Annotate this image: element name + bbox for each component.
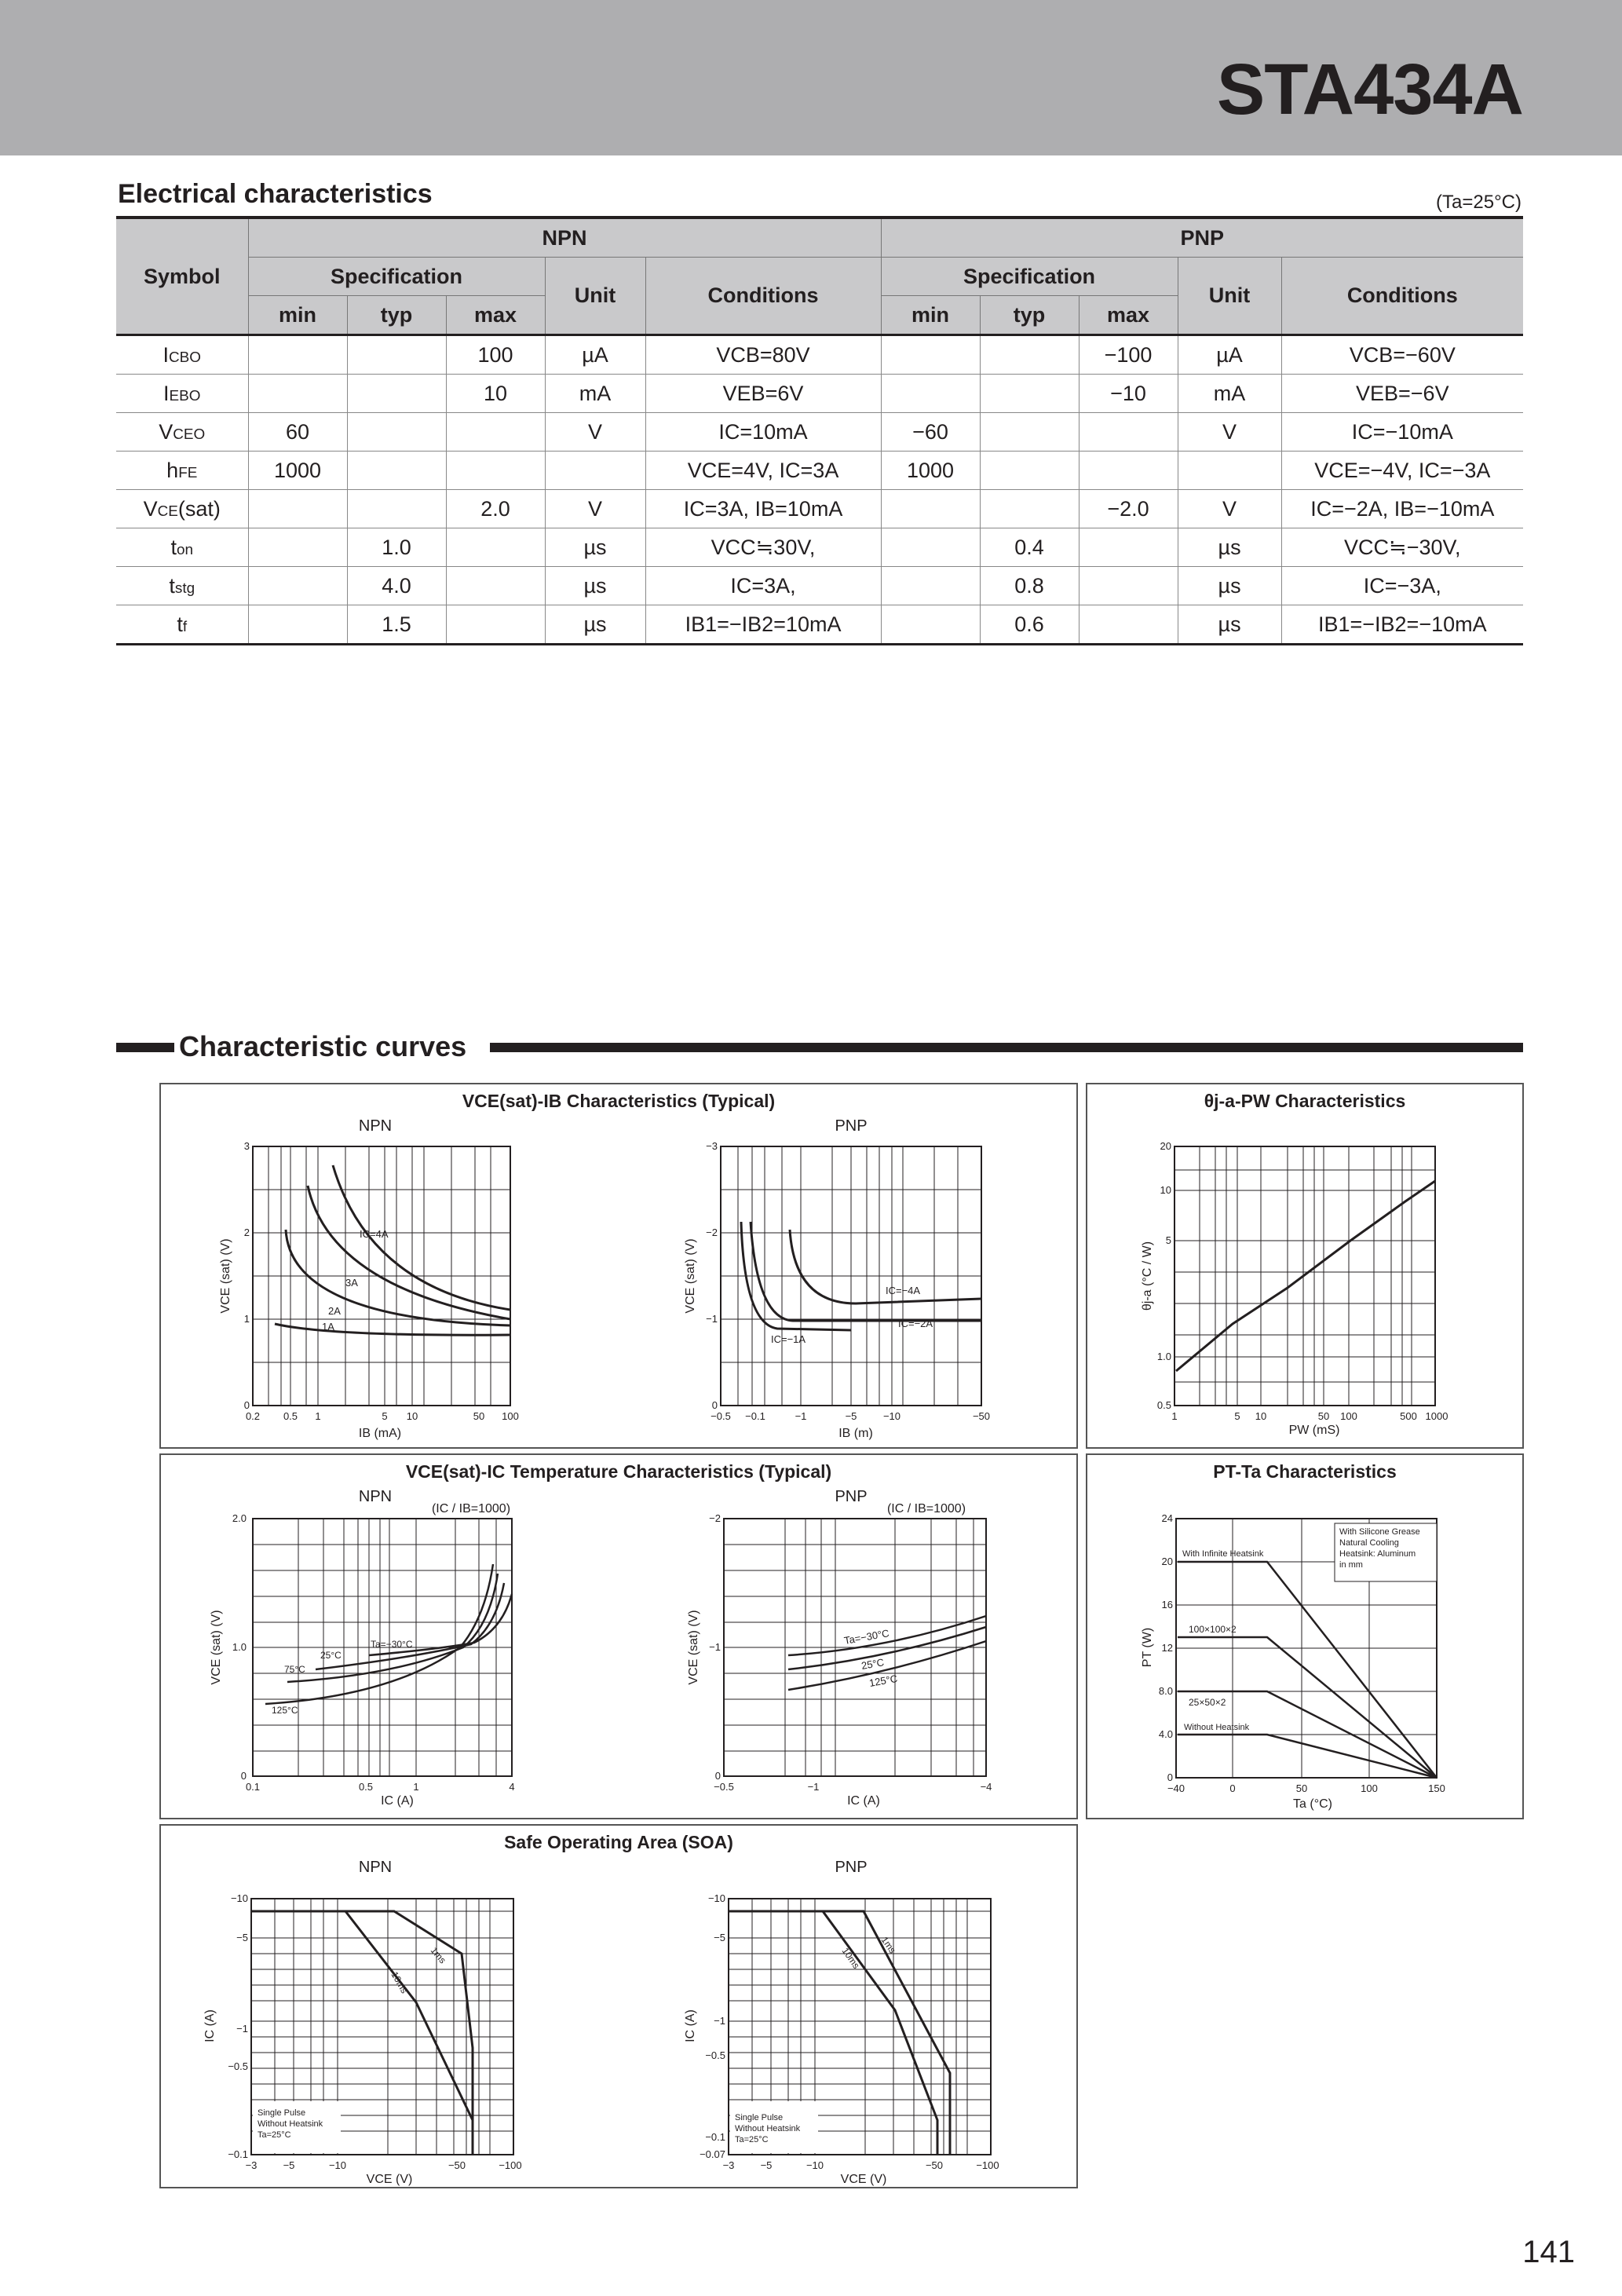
vce-ib-npn-xtick: 10 (406, 1410, 418, 1422)
soa-npn-xtick: −3 (245, 2159, 258, 2171)
cell-n-cond: VCE=4V, IC=3A (645, 452, 881, 490)
pt-ta-xtick: 100 (1361, 1782, 1378, 1794)
cell-p-cond: VCC≒−30V, (1281, 528, 1523, 567)
vce-ib-npn-ytick: 3 (243, 1140, 250, 1152)
vce-ib-pnp-label-4a: IC=−4A (886, 1285, 921, 1296)
vce-ic-npn-label-m30: Ta=−30°C (371, 1639, 413, 1650)
vce-ic-pnp-cond: (IC / IB=1000) (886, 1502, 966, 1515)
vce-ib-npn-label-4a: IC=4A (360, 1228, 389, 1240)
pt-ta-note-line: Heatsink: Aluminum (1339, 1549, 1416, 1559)
cell-n-min: 60 (248, 413, 347, 452)
cell-p-cond: IB1=−IB2=−10mA (1281, 605, 1523, 645)
soa-pnp-xtick: −5 (760, 2159, 773, 2171)
soa-pnp-xtick: −3 (722, 2159, 735, 2171)
cell-p-unit: V (1178, 413, 1281, 452)
pt-ta-ytick: 24 (1161, 1512, 1173, 1524)
cell-n-cond: VEB=6V (645, 375, 881, 413)
vce-ic-pnp-label-m30: Ta=−30°C (842, 1627, 890, 1647)
soa-npn-label-10ms: 10ms (389, 1969, 411, 1995)
vce-ib-npn-label-2a: 2A (328, 1305, 341, 1317)
vce-ib-pnp-curve-2a (751, 1222, 981, 1321)
vce-ib-npn-ytick: 1 (243, 1313, 250, 1325)
theta-ytick: 20 (1160, 1140, 1171, 1152)
theta-ylabel: θj-a (°C / W) (1141, 1241, 1154, 1311)
soa-pnp-note-line: Single Pulse (735, 2113, 784, 2122)
theta-xtick: 500 (1400, 1410, 1417, 1422)
vce-ib-npn-label: NPN (358, 1117, 393, 1135)
soa-pnp-ytick: −5 (714, 1932, 725, 1943)
soa-npn-note-line: Single Pulse (258, 2108, 306, 2118)
pt-ta-ytick: 0 (1167, 1771, 1173, 1783)
cell-p-unit: µs (1178, 605, 1281, 645)
vce-ib-pnp-ytick: −2 (706, 1227, 718, 1238)
soa-npn-note-line: Ta=25°C (258, 2130, 291, 2140)
theta-ytick: 0.5 (1156, 1399, 1171, 1411)
theta-title: θj-a-PW Characteristics (1204, 1091, 1406, 1111)
soa-npn-ytick: −10 (230, 1892, 248, 1904)
vce-ib-npn-xtick: 0.2 (245, 1410, 261, 1422)
cell-p-unit: µA (1178, 335, 1281, 375)
header-pnp-typ: typ (980, 296, 1079, 335)
vce-ic-npn-curve-125 (265, 1564, 493, 1704)
vce-ib-npn-xtick: 50 (473, 1410, 485, 1422)
soa-npn-ytick: −5 (236, 1932, 248, 1943)
pt-ta-ytick: 8.0 (1158, 1685, 1173, 1697)
header-npn-min: min (248, 296, 347, 335)
theta-xtick: 50 (1317, 1410, 1330, 1422)
soa-pnp-label-1ms: 1ms (879, 1934, 899, 1956)
vce-ib-npn-xtick: 100 (502, 1410, 519, 1422)
pt-ta-label-infinite: With Infinite Heatsink (1182, 1549, 1264, 1559)
characteristic-curves-title: Characteristic curves (179, 1030, 467, 1062)
cell-p-cond: VEB=−6V (1281, 375, 1523, 413)
cell-n-unit: V (545, 413, 645, 452)
cell-n-unit: µs (545, 567, 645, 605)
vce-ic-npn-ytick: 0 (240, 1770, 247, 1782)
vce-ib-npn-xtick: 1 (315, 1410, 321, 1422)
vce-ib-pnp-ytick: −3 (706, 1140, 718, 1152)
vce-ib-pnp-label-2a: IC=−2A (898, 1318, 933, 1329)
symbol-letter: t (170, 535, 177, 559)
theta-ytick: 5 (1165, 1234, 1171, 1246)
soa-pnp-xtick: −10 (806, 2159, 824, 2171)
cell-p-max: −10 (1079, 375, 1178, 413)
vce-ib-pnp-xtick: −50 (972, 1410, 991, 1422)
symbol-subscript: CBO (169, 349, 201, 366)
cell-p-cond: VCE=−4V, IC=−3A (1281, 452, 1523, 490)
pt-ta-xtick: 0 (1229, 1782, 1236, 1794)
soa-npn-xtick: −5 (283, 2159, 295, 2171)
vce-ic-npn-ylabel: VCE (sat) (V) (210, 1610, 223, 1685)
vce-ib-npn-curve-2a (286, 1230, 510, 1325)
ambient-temperature-note: (Ta=25°C) (1436, 192, 1522, 213)
vce-ib-pnp-xtick: −0.5 (711, 1410, 731, 1422)
soa-npn-label-1ms: 1ms (428, 1944, 448, 1966)
electrical-characteristics-title: Electrical characteristics (118, 179, 433, 209)
soa-pnp-xtick: −50 (925, 2159, 944, 2171)
vce-ic-npn-cond: (IC / IB=1000) (431, 1502, 511, 1515)
cell-n-cond: VCC≒30V, (645, 528, 881, 567)
theta-xtick: 5 (1234, 1410, 1240, 1422)
cell-n-unit: µs (545, 605, 645, 645)
vce-ib-npn-label-1a: 1A (322, 1321, 334, 1333)
symbol-letter: V (143, 496, 158, 521)
vce-ic-pnp-label: PNP (835, 1488, 868, 1505)
soa-npn-ylabel: IC (A) (203, 2009, 217, 2042)
theta-xtick: 100 (1340, 1410, 1357, 1422)
vce-ib-npn-curve-3a (308, 1186, 510, 1319)
vce-ib-pnp-label-1a: IC=−1A (771, 1333, 806, 1345)
cell-p-typ: 0.8 (980, 567, 1079, 605)
cell-n-typ: 1.5 (347, 605, 446, 645)
page-number: 141 (1522, 2235, 1575, 2269)
pt-ta-ylabel: PT (W) (1141, 1627, 1154, 1668)
vce-ib-pnp-xtick: −10 (882, 1410, 901, 1422)
header-npn-max: max (446, 296, 545, 335)
header-npn-spec: Specification (248, 258, 545, 296)
cell-p-max: −100 (1079, 335, 1178, 375)
soa-pnp-ytick: −0.1 (705, 2131, 725, 2143)
cell-n-typ: 4.0 (347, 567, 446, 605)
soa-npn-note-line: Without Heatsink (258, 2119, 323, 2129)
cell-n-cond: VCB=80V (645, 335, 881, 375)
soa-pnp-note-line: Ta=25°C (735, 2135, 769, 2144)
part-number: STA434A (1216, 49, 1523, 130)
soa-npn-xlabel: VCE (V) (366, 2173, 413, 2186)
vce-ib-pnp-xtick: −1 (795, 1410, 807, 1422)
vce-ic-pnp-label-125: 125°C (868, 1672, 899, 1689)
pt-ta-ytick: 12 (1161, 1642, 1173, 1654)
header-pnp-unit: Unit (1178, 258, 1281, 335)
pt-ta-label-25x50: 25×50×2 (1189, 1697, 1226, 1708)
vce-ib-npn-xtick: 0.5 (283, 1410, 298, 1422)
vce-ib-pnp-xlabel: IB (m) (838, 1427, 873, 1440)
vce-ib-npn-ylabel: VCE (sat) (V) (219, 1238, 232, 1314)
header-npn-typ: typ (347, 296, 446, 335)
symbol-subscript: CE (157, 503, 178, 520)
vce-ib-pnp-ytick: 0 (711, 1399, 718, 1411)
soa-pnp-ytick: −0.07 (700, 2148, 725, 2160)
symbol-letter: t (177, 612, 183, 636)
cell-p-unit: V (1178, 490, 1281, 528)
vce-ic-npn-xtick: 4 (509, 1781, 515, 1793)
vce-ib-pnp-xtick: −5 (845, 1410, 857, 1422)
vce-ic-pnp-xlabel: IC (A) (847, 1794, 880, 1808)
cell-p-typ: 0.4 (980, 528, 1079, 567)
soa-pnp-xtick: −100 (976, 2159, 999, 2171)
soa-npn-xtick: −10 (328, 2159, 347, 2171)
pt-ta-note-line: Natural Cooling (1339, 1538, 1399, 1548)
vce-ic-npn-label-25: 25°C (320, 1650, 342, 1661)
vce-ib-pnp-ylabel: VCE (sat) (V) (684, 1238, 697, 1314)
header-npn-unit: Unit (545, 258, 645, 335)
cell-n-typ: 1.0 (347, 528, 446, 567)
symbol-subscript: EBO (169, 387, 201, 404)
cell-p-unit: µs (1178, 567, 1281, 605)
vce-ic-pnp-xtick: −1 (807, 1781, 820, 1793)
vce-ic-npn-curve-75 (287, 1574, 498, 1682)
vce-ib-npn-label-3a: 3A (345, 1277, 358, 1289)
symbol-letter: h (166, 458, 179, 482)
vce-ib-npn-xlabel: IB (mA) (358, 1427, 402, 1440)
cell-n-max: 2.0 (446, 490, 545, 528)
cell-p-unit: mA (1178, 375, 1281, 413)
vce-ic-npn-xtick: 0.5 (358, 1781, 374, 1793)
vce-ic-npn-label-75: 75°C (284, 1664, 305, 1675)
symbol-subscript: stg (174, 579, 195, 597)
soa-pnp-ylabel: IC (A) (684, 2009, 697, 2042)
vce-ic-pnp-xtick: −0.5 (714, 1781, 734, 1793)
vce-ib-pnp-label: PNP (835, 1117, 868, 1135)
header-npn-conditions: Conditions (645, 258, 881, 335)
cell-p-typ: 0.6 (980, 605, 1079, 645)
pt-ta-ytick: 4.0 (1158, 1728, 1173, 1740)
vce-ib-npn-xtick: 5 (382, 1410, 388, 1422)
soa-npn-ytick: −0.1 (228, 2148, 248, 2160)
pt-ta-xtick: 150 (1428, 1782, 1445, 1794)
vce-ic-npn-label-125: 125°C (272, 1705, 298, 1716)
symbol-letter: t (169, 573, 175, 598)
symbol-letter: V (159, 419, 174, 444)
vce-ib-npn-ytick: 2 (243, 1227, 250, 1238)
pt-ta-note-line: in mm (1339, 1560, 1363, 1570)
soa-title: Safe Operating Area (SOA) (504, 1832, 733, 1852)
theta-xtick: 10 (1255, 1410, 1267, 1422)
soa-pnp-label-10ms: 10ms (839, 1945, 862, 1971)
vce-ic-pnp-label-25: 25°C (860, 1656, 886, 1672)
vce-ic-npn-label: NPN (358, 1488, 393, 1505)
vce-ic-npn-xtick: 0.1 (245, 1781, 261, 1793)
pt-ta-curve-no-heatsink (1178, 1735, 1437, 1778)
cell-n-unit: µA (545, 335, 645, 375)
vce-ic-pnp-xtick: −4 (980, 1781, 992, 1793)
header-pnp: PNP (881, 218, 1523, 258)
cell-n-cond: IB1=−IB2=10mA (645, 605, 881, 645)
vce-ic-npn-ytick: 2.0 (232, 1512, 247, 1524)
pt-ta-title: PT-Ta Characteristics (1213, 1461, 1397, 1482)
cell-p-max: −2.0 (1079, 490, 1178, 528)
cell-p-min: −60 (881, 413, 980, 452)
cell-n-cond: IC=3A, IB=10mA (645, 490, 881, 528)
theta-ytick: 10 (1160, 1184, 1171, 1196)
pt-ta-xlabel: Ta (°C) (1293, 1797, 1332, 1811)
cell-n-unit: V (545, 490, 645, 528)
pt-ta-ytick: 16 (1161, 1599, 1173, 1610)
soa-npn-xtick: −100 (499, 2159, 522, 2171)
vce-ic-pnp-ytick: −2 (709, 1512, 721, 1524)
vce-ic-pnp-ytick: −1 (709, 1641, 721, 1653)
cell-n-min: 1000 (248, 452, 347, 490)
cell-p-min: 1000 (881, 452, 980, 490)
symbol-suffix: (sat) (177, 496, 221, 521)
pt-ta-xtick: 50 (1295, 1782, 1308, 1794)
soa-npn-label: NPN (358, 1859, 393, 1876)
cell-p-cond: IC=−2A, IB=−10mA (1281, 490, 1523, 528)
theta-xtick: 1000 (1425, 1410, 1448, 1422)
header-pnp-spec: Specification (881, 258, 1178, 296)
cell-n-unit: mA (545, 375, 645, 413)
cell-n-cond: IC=3A, (645, 567, 881, 605)
pt-ta-label-100x100: 100×100×2 (1189, 1624, 1237, 1635)
symbol-letter: I (163, 342, 170, 367)
theta-xtick: 1 (1171, 1410, 1178, 1422)
vce-ib-npn-ytick: 0 (243, 1399, 250, 1411)
cell-p-unit: µs (1178, 528, 1281, 567)
soa-pnp-note-line: Without Heatsink (735, 2124, 801, 2133)
symbol-letter: I (163, 381, 170, 405)
soa-pnp-ytick: −1 (714, 2015, 725, 2027)
pt-ta-label-no-heatsink: Without Heatsink (1184, 1723, 1250, 1732)
theta-ytick: 1.0 (1156, 1351, 1171, 1362)
vce-ib-pnp-xtick: −0.1 (745, 1410, 765, 1422)
soa-npn-ytick: −0.5 (228, 2060, 248, 2072)
header-symbol: Symbol (116, 218, 248, 335)
cell-n-cond: IC=10mA (645, 413, 881, 452)
header-pnp-min: min (881, 296, 980, 335)
soa-pnp-xlabel: VCE (V) (840, 2173, 887, 2186)
pt-ta-ytick: 20 (1161, 1556, 1173, 1567)
soa-npn-ytick: −1 (236, 2023, 248, 2035)
vce-ib-pnp-ytick: −1 (706, 1313, 718, 1325)
vce-ic-npn-ytick: 1.0 (232, 1641, 247, 1653)
cell-p-cond: VCB=−60V (1281, 335, 1523, 375)
header-npn: NPN (248, 218, 881, 258)
vce-ic-npn-xlabel: IC (A) (381, 1794, 414, 1808)
header-pnp-max: max (1079, 296, 1178, 335)
soa-pnp-label: PNP (835, 1859, 868, 1876)
soa-pnp-curve-10ms (823, 1911, 937, 2155)
cell-p-cond: IC=−3A, (1281, 567, 1523, 605)
vce-ib-title: VCE(sat)-IB Characteristics (Typical) (462, 1091, 776, 1111)
symbol-subscript: f (182, 618, 188, 635)
cell-n-unit: µs (545, 528, 645, 567)
cell-p-cond: IC=−10mA (1281, 413, 1523, 452)
cell-n-max: 100 (446, 335, 545, 375)
cell-n-max: 10 (446, 375, 545, 413)
vce-ic-npn-xtick: 1 (413, 1781, 419, 1793)
vce-ic-pnp-ytick: 0 (714, 1770, 721, 1782)
pt-ta-note-line: With Silicone Grease (1339, 1527, 1420, 1537)
soa-pnp-ytick: −0.5 (705, 2049, 725, 2061)
symbol-subscript: on (177, 541, 194, 558)
soa-npn-xtick: −50 (448, 2159, 466, 2171)
vce-ic-title: VCE(sat)-IC Temperature Characteristics (Typical) (405, 1461, 832, 1482)
symbol-subscript: FE (178, 464, 198, 481)
symbol-subscript: CEO (173, 426, 206, 443)
header-pnp-conditions: Conditions (1281, 258, 1523, 335)
theta-xlabel: PW (mS) (1288, 1424, 1340, 1437)
pt-ta-xtick: −40 (1167, 1782, 1185, 1794)
soa-pnp-ytick: −10 (707, 1892, 725, 1904)
vce-ic-pnp-ylabel: VCE (sat) (V) (687, 1610, 700, 1685)
